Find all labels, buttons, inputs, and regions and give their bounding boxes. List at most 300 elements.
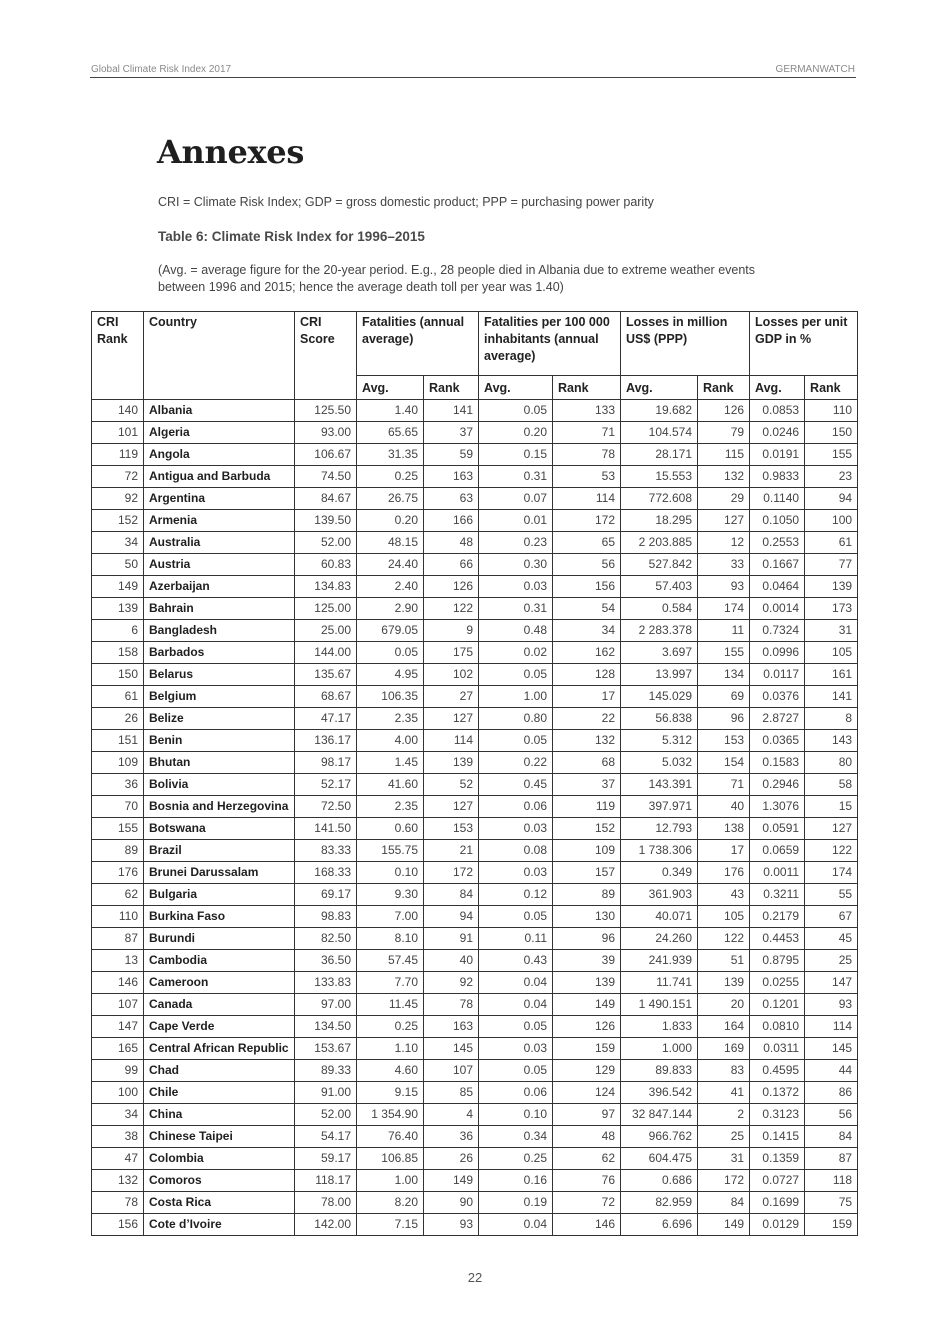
cell-cri-rank: 89 — [92, 840, 144, 862]
cell-cri-score: 133.83 — [295, 972, 357, 994]
cell-fatalities-avg: 2.35 — [357, 708, 424, 730]
cell-fatalities-avg: 679.05 — [357, 620, 424, 642]
cell-losses-gdp-rank: 45 — [805, 928, 858, 950]
cell-cri-rank: 50 — [92, 554, 144, 576]
cell-country: Burkina Faso — [144, 906, 295, 928]
cell-country: Chinese Taipei — [144, 1126, 295, 1148]
cell-country: Antigua and Barbuda — [144, 466, 295, 488]
cell-losses-gdp-rank: 15 — [805, 796, 858, 818]
cell-losses-gdp-rank: 56 — [805, 1104, 858, 1126]
cell-fatalities-rank: 27 — [424, 686, 479, 708]
cell-losses-gdp-avg: 0.1667 — [750, 554, 805, 576]
cell-losses-gdp-avg: 0.2946 — [750, 774, 805, 796]
cell-cri-score: 52.00 — [295, 1104, 357, 1126]
cell-fatalities-per-100k-avg: 0.10 — [479, 1104, 553, 1126]
cell-fatalities-per-100k-avg: 0.05 — [479, 730, 553, 752]
cell-losses-gdp-rank: 122 — [805, 840, 858, 862]
cell-cri-rank: 92 — [92, 488, 144, 510]
cell-losses-rank: 17 — [698, 840, 750, 862]
col-header-cri-rank: CRI Rank — [92, 312, 144, 400]
cell-cri-score: 98.83 — [295, 906, 357, 928]
cell-losses-gdp-rank: 8 — [805, 708, 858, 730]
table-body — [92, 400, 858, 1236]
table-row — [92, 862, 858, 884]
cell-cri-rank: 110 — [92, 906, 144, 928]
cell-losses-gdp-avg: 0.3123 — [750, 1104, 805, 1126]
cell-cri-score: 153.67 — [295, 1038, 357, 1060]
table-row — [92, 488, 858, 510]
cell-losses-gdp-avg: 0.0191 — [750, 444, 805, 466]
cell-losses-gdp-avg: 0.0311 — [750, 1038, 805, 1060]
cell-fatalities-rank: 122 — [424, 598, 479, 620]
cell-fatalities-avg: 65.65 — [357, 422, 424, 444]
cell-losses-rank: 33 — [698, 554, 750, 576]
col-header-fatalities-per-100k: Fatalities per 100 000 inhabitants (annual average) — [479, 312, 621, 376]
cell-fatalities-rank: 139 — [424, 752, 479, 774]
table-row — [92, 664, 858, 686]
cell-country: Barbados — [144, 642, 295, 664]
cell-losses-avg: 145.029 — [621, 686, 698, 708]
cell-losses-avg: 604.475 — [621, 1148, 698, 1170]
cell-losses-avg: 57.403 — [621, 576, 698, 598]
cell-losses-gdp-avg: 0.1201 — [750, 994, 805, 1016]
cell-fatalities-rank: 149 — [424, 1170, 479, 1192]
cell-losses-gdp-avg: 0.2179 — [750, 906, 805, 928]
cell-fatalities-avg: 31.35 — [357, 444, 424, 466]
cell-fatalities-avg: 8.20 — [357, 1192, 424, 1214]
cell-fatalities-per-100k-rank: 133 — [553, 400, 621, 422]
col-header-losses-gdp: Losses per unit GDP in % — [750, 312, 858, 376]
cell-losses-avg: 3.697 — [621, 642, 698, 664]
cell-losses-rank: 105 — [698, 906, 750, 928]
cell-fatalities-per-100k-avg: 0.07 — [479, 488, 553, 510]
cell-losses-rank: 40 — [698, 796, 750, 818]
cell-cri-rank: 146 — [92, 972, 144, 994]
cell-losses-gdp-rank: 100 — [805, 510, 858, 532]
cell-losses-rank: 139 — [698, 972, 750, 994]
cell-losses-gdp-avg: 0.0727 — [750, 1170, 805, 1192]
cell-fatalities-per-100k-avg: 0.23 — [479, 532, 553, 554]
cell-cri-rank: 150 — [92, 664, 144, 686]
cell-country: Austria — [144, 554, 295, 576]
table-row — [92, 906, 858, 928]
cell-fatalities-per-100k-avg: 0.06 — [479, 796, 553, 818]
cell-fatalities-per-100k-avg: 0.45 — [479, 774, 553, 796]
cell-fatalities-per-100k-avg: 0.02 — [479, 642, 553, 664]
cell-fatalities-rank: 92 — [424, 972, 479, 994]
table-row — [92, 1060, 858, 1082]
cell-fatalities-rank: 127 — [424, 796, 479, 818]
cell-losses-gdp-avg: 0.1415 — [750, 1126, 805, 1148]
cell-fatalities-avg: 26.75 — [357, 488, 424, 510]
cell-cri-score: 74.50 — [295, 466, 357, 488]
table-row — [92, 950, 858, 972]
cell-cri-rank: 109 — [92, 752, 144, 774]
cell-losses-gdp-rank: 141 — [805, 686, 858, 708]
cell-fatalities-per-100k-rank: 124 — [553, 1082, 621, 1104]
cell-cri-rank: 47 — [92, 1148, 144, 1170]
cell-fatalities-avg: 0.05 — [357, 642, 424, 664]
col-header-fatalities: Fatalities (annual average) — [357, 312, 479, 376]
cell-cri-score: 134.83 — [295, 576, 357, 598]
cell-losses-gdp-avg: 0.0014 — [750, 598, 805, 620]
cell-fatalities-per-100k-rank: 39 — [553, 950, 621, 972]
cell-fatalities-rank: 145 — [424, 1038, 479, 1060]
table-row — [92, 1082, 858, 1104]
cell-cri-rank: 119 — [92, 444, 144, 466]
cell-losses-avg: 966.762 — [621, 1126, 698, 1148]
cell-country: Benin — [144, 730, 295, 752]
subheader-avg: Avg. — [479, 376, 553, 400]
table-note-line-1: (Avg. = average figure for the 20-year period. E.g., 28 people died in Albania due to extreme weather events — [158, 263, 756, 277]
cell-losses-gdp-rank: 77 — [805, 554, 858, 576]
table-row — [92, 1104, 858, 1126]
table-row — [92, 884, 858, 906]
table-row — [92, 928, 858, 950]
table-row — [92, 620, 858, 642]
cell-country: Brazil — [144, 840, 295, 862]
cell-losses-gdp-rank: 174 — [805, 862, 858, 884]
cell-country: Argentina — [144, 488, 295, 510]
cell-fatalities-per-100k-avg: 0.15 — [479, 444, 553, 466]
cell-losses-avg: 5.032 — [621, 752, 698, 774]
cell-fatalities-avg: 106.35 — [357, 686, 424, 708]
cell-losses-gdp-rank: 55 — [805, 884, 858, 906]
cell-losses-gdp-rank: 147 — [805, 972, 858, 994]
page-title: Annexes — [157, 133, 305, 171]
cell-fatalities-rank: 21 — [424, 840, 479, 862]
cell-losses-rank: 29 — [698, 488, 750, 510]
cell-fatalities-per-100k-avg: 0.03 — [479, 576, 553, 598]
cell-fatalities-rank: 94 — [424, 906, 479, 928]
cell-losses-gdp-avg: 0.0255 — [750, 972, 805, 994]
subheader-rank: Rank — [553, 376, 621, 400]
cell-fatalities-per-100k-rank: 54 — [553, 598, 621, 620]
cell-cri-rank: 6 — [92, 620, 144, 642]
cell-losses-avg: 89.833 — [621, 1060, 698, 1082]
cell-cri-rank: 176 — [92, 862, 144, 884]
cell-losses-gdp-rank: 84 — [805, 1126, 858, 1148]
cell-fatalities-avg: 2.40 — [357, 576, 424, 598]
cell-fatalities-per-100k-rank: 156 — [553, 576, 621, 598]
cell-fatalities-avg: 155.75 — [357, 840, 424, 862]
cell-losses-gdp-rank: 159 — [805, 1214, 858, 1236]
cell-fatalities-rank: 85 — [424, 1082, 479, 1104]
cell-fatalities-per-100k-rank: 89 — [553, 884, 621, 906]
cell-fatalities-avg: 7.70 — [357, 972, 424, 994]
col-header-country: Country — [144, 312, 295, 400]
cell-fatalities-per-100k-rank: 71 — [553, 422, 621, 444]
cell-fatalities-rank: 90 — [424, 1192, 479, 1214]
cell-fatalities-per-100k-rank: 76 — [553, 1170, 621, 1192]
cell-fatalities-per-100k-rank: 97 — [553, 1104, 621, 1126]
cell-cri-score: 93.00 — [295, 422, 357, 444]
cell-losses-gdp-avg: 0.0853 — [750, 400, 805, 422]
cell-cri-rank: 36 — [92, 774, 144, 796]
cell-losses-rank: 127 — [698, 510, 750, 532]
cell-losses-gdp-avg: 0.0246 — [750, 422, 805, 444]
cell-losses-avg: 12.793 — [621, 818, 698, 840]
cell-fatalities-avg: 1.10 — [357, 1038, 424, 1060]
table-row — [92, 1170, 858, 1192]
cell-cri-score: 84.67 — [295, 488, 357, 510]
cell-losses-gdp-avg: 0.3211 — [750, 884, 805, 906]
table-row — [92, 708, 858, 730]
cell-cri-rank: 72 — [92, 466, 144, 488]
cell-cri-score: 125.00 — [295, 598, 357, 620]
cell-losses-rank: 12 — [698, 532, 750, 554]
cell-losses-rank: 93 — [698, 576, 750, 598]
cell-losses-rank: 169 — [698, 1038, 750, 1060]
cell-losses-rank: 20 — [698, 994, 750, 1016]
cell-losses-rank: 149 — [698, 1214, 750, 1236]
running-header-title: Global Climate Risk Index 2017 — [91, 64, 232, 75]
cell-losses-avg: 18.295 — [621, 510, 698, 532]
cell-losses-rank: 25 — [698, 1126, 750, 1148]
cell-fatalities-rank: 163 — [424, 466, 479, 488]
table-row — [92, 466, 858, 488]
cell-fatalities-rank: 172 — [424, 862, 479, 884]
cell-country: Costa Rica — [144, 1192, 295, 1214]
cell-cri-rank: 70 — [92, 796, 144, 818]
table-row — [92, 818, 858, 840]
cell-cri-rank: 139 — [92, 598, 144, 620]
cell-losses-avg: 397.971 — [621, 796, 698, 818]
cell-losses-avg: 361.903 — [621, 884, 698, 906]
subheader-avg: Avg. — [621, 376, 698, 400]
cell-country: Bulgaria — [144, 884, 295, 906]
cell-cri-score: 125.50 — [295, 400, 357, 422]
cell-cri-score: 136.17 — [295, 730, 357, 752]
cell-losses-gdp-rank: 25 — [805, 950, 858, 972]
cell-country: China — [144, 1104, 295, 1126]
cell-cri-rank: 34 — [92, 532, 144, 554]
cell-fatalities-per-100k-rank: 126 — [553, 1016, 621, 1038]
table-row — [92, 422, 858, 444]
cell-cri-rank: 165 — [92, 1038, 144, 1060]
cell-losses-avg: 1 738.306 — [621, 840, 698, 862]
cell-cri-score: 59.17 — [295, 1148, 357, 1170]
cell-cri-rank: 152 — [92, 510, 144, 532]
cell-losses-avg: 5.312 — [621, 730, 698, 752]
cell-fatalities-avg: 1.45 — [357, 752, 424, 774]
cell-fatalities-per-100k-avg: 0.25 — [479, 1148, 553, 1170]
cell-fatalities-avg: 1 354.90 — [357, 1104, 424, 1126]
cell-fatalities-per-100k-rank: 132 — [553, 730, 621, 752]
cell-losses-gdp-rank: 139 — [805, 576, 858, 598]
cell-fatalities-avg: 1.40 — [357, 400, 424, 422]
cell-fatalities-per-100k-rank: 17 — [553, 686, 621, 708]
cell-fatalities-rank: 37 — [424, 422, 479, 444]
cell-losses-gdp-avg: 0.0996 — [750, 642, 805, 664]
table-row — [92, 1214, 858, 1236]
running-header-publisher: GERMANWATCH — [775, 64, 855, 75]
cell-cri-score: 118.17 — [295, 1170, 357, 1192]
cell-losses-avg: 40.071 — [621, 906, 698, 928]
table-row — [92, 1148, 858, 1170]
cell-fatalities-per-100k-avg: 0.12 — [479, 884, 553, 906]
cell-fatalities-per-100k-rank: 128 — [553, 664, 621, 686]
cell-losses-gdp-rank: 143 — [805, 730, 858, 752]
cell-losses-gdp-rank: 127 — [805, 818, 858, 840]
cell-losses-avg: 6.696 — [621, 1214, 698, 1236]
cell-fatalities-rank: 84 — [424, 884, 479, 906]
cell-country: Bahrain — [144, 598, 295, 620]
table-row — [92, 554, 858, 576]
cell-country: Brunei Darussalam — [144, 862, 295, 884]
cell-fatalities-per-100k-avg: 0.05 — [479, 664, 553, 686]
cell-cri-score: 106.67 — [295, 444, 357, 466]
cell-fatalities-per-100k-avg: 0.48 — [479, 620, 553, 642]
cell-fatalities-per-100k-rank: 149 — [553, 994, 621, 1016]
cell-losses-rank: 115 — [698, 444, 750, 466]
cell-fatalities-per-100k-avg: 0.34 — [479, 1126, 553, 1148]
cell-losses-gdp-avg: 0.1359 — [750, 1148, 805, 1170]
cell-fatalities-avg: 4.00 — [357, 730, 424, 752]
cell-losses-gdp-avg: 0.0117 — [750, 664, 805, 686]
cell-fatalities-per-100k-avg: 0.16 — [479, 1170, 553, 1192]
cell-fatalities-rank: 163 — [424, 1016, 479, 1038]
cell-losses-gdp-rank: 87 — [805, 1148, 858, 1170]
cell-fatalities-per-100k-avg: 0.05 — [479, 1060, 553, 1082]
cell-losses-avg: 104.574 — [621, 422, 698, 444]
table-caption: Table 6: Climate Risk Index for 1996–2015 — [158, 229, 425, 244]
cell-cri-rank: 62 — [92, 884, 144, 906]
cell-losses-avg: 82.959 — [621, 1192, 698, 1214]
cell-cri-rank: 107 — [92, 994, 144, 1016]
cell-fatalities-rank: 78 — [424, 994, 479, 1016]
cell-country: Chad — [144, 1060, 295, 1082]
cell-fatalities-per-100k-rank: 172 — [553, 510, 621, 532]
cell-losses-gdp-avg: 0.0376 — [750, 686, 805, 708]
cell-fatalities-per-100k-avg: 0.20 — [479, 422, 553, 444]
table-row — [92, 444, 858, 466]
cell-losses-rank: 84 — [698, 1192, 750, 1214]
cell-losses-gdp-avg: 1.3076 — [750, 796, 805, 818]
cell-losses-gdp-rank: 173 — [805, 598, 858, 620]
cell-cri-rank: 101 — [92, 422, 144, 444]
cell-cri-score: 91.00 — [295, 1082, 357, 1104]
subheader-avg: Avg. — [357, 376, 424, 400]
cell-country: Comoros — [144, 1170, 295, 1192]
cell-losses-gdp-rank: 61 — [805, 532, 858, 554]
cell-fatalities-per-100k-rank: 129 — [553, 1060, 621, 1082]
cell-cri-score: 72.50 — [295, 796, 357, 818]
cell-losses-gdp-avg: 0.0011 — [750, 862, 805, 884]
cell-country: Australia — [144, 532, 295, 554]
cell-losses-gdp-rank: 94 — [805, 488, 858, 510]
cell-fatalities-rank: 102 — [424, 664, 479, 686]
cell-fatalities-avg: 2.35 — [357, 796, 424, 818]
col-header-losses: Losses in million US$ (PPP) — [621, 312, 750, 376]
cell-losses-gdp-avg: 0.1699 — [750, 1192, 805, 1214]
table-row — [92, 686, 858, 708]
table-row — [92, 1038, 858, 1060]
page-number: 22 — [467, 1270, 483, 1285]
cell-fatalities-per-100k-avg: 0.05 — [479, 906, 553, 928]
table-row — [92, 1192, 858, 1214]
cell-cri-score: 25.00 — [295, 620, 357, 642]
cell-losses-gdp-avg: 0.1372 — [750, 1082, 805, 1104]
cell-losses-avg: 56.838 — [621, 708, 698, 730]
cell-cri-rank: 13 — [92, 950, 144, 972]
table-row — [92, 730, 858, 752]
cell-losses-gdp-avg: 0.7324 — [750, 620, 805, 642]
cell-fatalities-per-100k-rank: 53 — [553, 466, 621, 488]
cell-cri-score: 139.50 — [295, 510, 357, 532]
cell-country: Burundi — [144, 928, 295, 950]
cell-fatalities-per-100k-avg: 0.19 — [479, 1192, 553, 1214]
cell-cri-score: 142.00 — [295, 1214, 357, 1236]
cell-cri-rank: 132 — [92, 1170, 144, 1192]
cell-cri-score: 82.50 — [295, 928, 357, 950]
cell-cri-rank: 78 — [92, 1192, 144, 1214]
cell-losses-gdp-avg: 0.2553 — [750, 532, 805, 554]
cell-cri-rank: 149 — [92, 576, 144, 598]
cell-losses-gdp-rank: 114 — [805, 1016, 858, 1038]
cell-cri-score: 54.17 — [295, 1126, 357, 1148]
table-note — [158, 262, 798, 296]
cell-fatalities-per-100k-avg: 0.30 — [479, 554, 553, 576]
cell-fatalities-avg: 76.40 — [357, 1126, 424, 1148]
climate-risk-index-table — [91, 311, 858, 1236]
cell-losses-gdp-rank: 155 — [805, 444, 858, 466]
cell-country: Algeria — [144, 422, 295, 444]
cell-fatalities-per-100k-rank: 22 — [553, 708, 621, 730]
cell-fatalities-rank: 126 — [424, 576, 479, 598]
cell-cri-rank: 26 — [92, 708, 144, 730]
cell-fatalities-per-100k-avg: 0.22 — [479, 752, 553, 774]
cell-losses-gdp-rank: 110 — [805, 400, 858, 422]
cell-losses-gdp-avg: 0.9833 — [750, 466, 805, 488]
cell-losses-gdp-rank: 86 — [805, 1082, 858, 1104]
cell-fatalities-per-100k-avg: 0.04 — [479, 972, 553, 994]
cell-losses-gdp-avg: 0.1583 — [750, 752, 805, 774]
cell-losses-avg: 15.553 — [621, 466, 698, 488]
cell-country: Belarus — [144, 664, 295, 686]
cell-losses-rank: 134 — [698, 664, 750, 686]
cell-cri-score: 98.17 — [295, 752, 357, 774]
cell-losses-gdp-avg: 0.0810 — [750, 1016, 805, 1038]
cell-cri-score: 97.00 — [295, 994, 357, 1016]
cell-fatalities-avg: 4.60 — [357, 1060, 424, 1082]
cell-losses-rank: 172 — [698, 1170, 750, 1192]
cell-losses-gdp-avg: 0.4595 — [750, 1060, 805, 1082]
cell-losses-avg: 2 203.885 — [621, 532, 698, 554]
cell-cri-score: 144.00 — [295, 642, 357, 664]
cell-cri-score: 69.17 — [295, 884, 357, 906]
cell-fatalities-per-100k-rank: 72 — [553, 1192, 621, 1214]
cell-losses-gdp-avg: 0.1140 — [750, 488, 805, 510]
table-row — [92, 840, 858, 862]
table-row — [92, 796, 858, 818]
cell-fatalities-per-100k-avg: 0.03 — [479, 818, 553, 840]
cell-fatalities-per-100k-rank: 48 — [553, 1126, 621, 1148]
cell-losses-rank: 69 — [698, 686, 750, 708]
cell-fatalities-per-100k-avg: 0.03 — [479, 1038, 553, 1060]
cell-losses-avg: 0.584 — [621, 598, 698, 620]
cell-losses-gdp-avg: 0.0129 — [750, 1214, 805, 1236]
cell-fatalities-avg: 0.25 — [357, 1016, 424, 1038]
cell-losses-gdp-rank: 93 — [805, 994, 858, 1016]
cell-fatalities-avg: 106.85 — [357, 1148, 424, 1170]
cell-losses-avg: 28.171 — [621, 444, 698, 466]
cell-losses-gdp-rank: 31 — [805, 620, 858, 642]
cell-fatalities-avg: 24.40 — [357, 554, 424, 576]
cell-fatalities-per-100k-rank: 37 — [553, 774, 621, 796]
cell-fatalities-per-100k-avg: 0.04 — [479, 1214, 553, 1236]
cell-losses-gdp-rank: 67 — [805, 906, 858, 928]
